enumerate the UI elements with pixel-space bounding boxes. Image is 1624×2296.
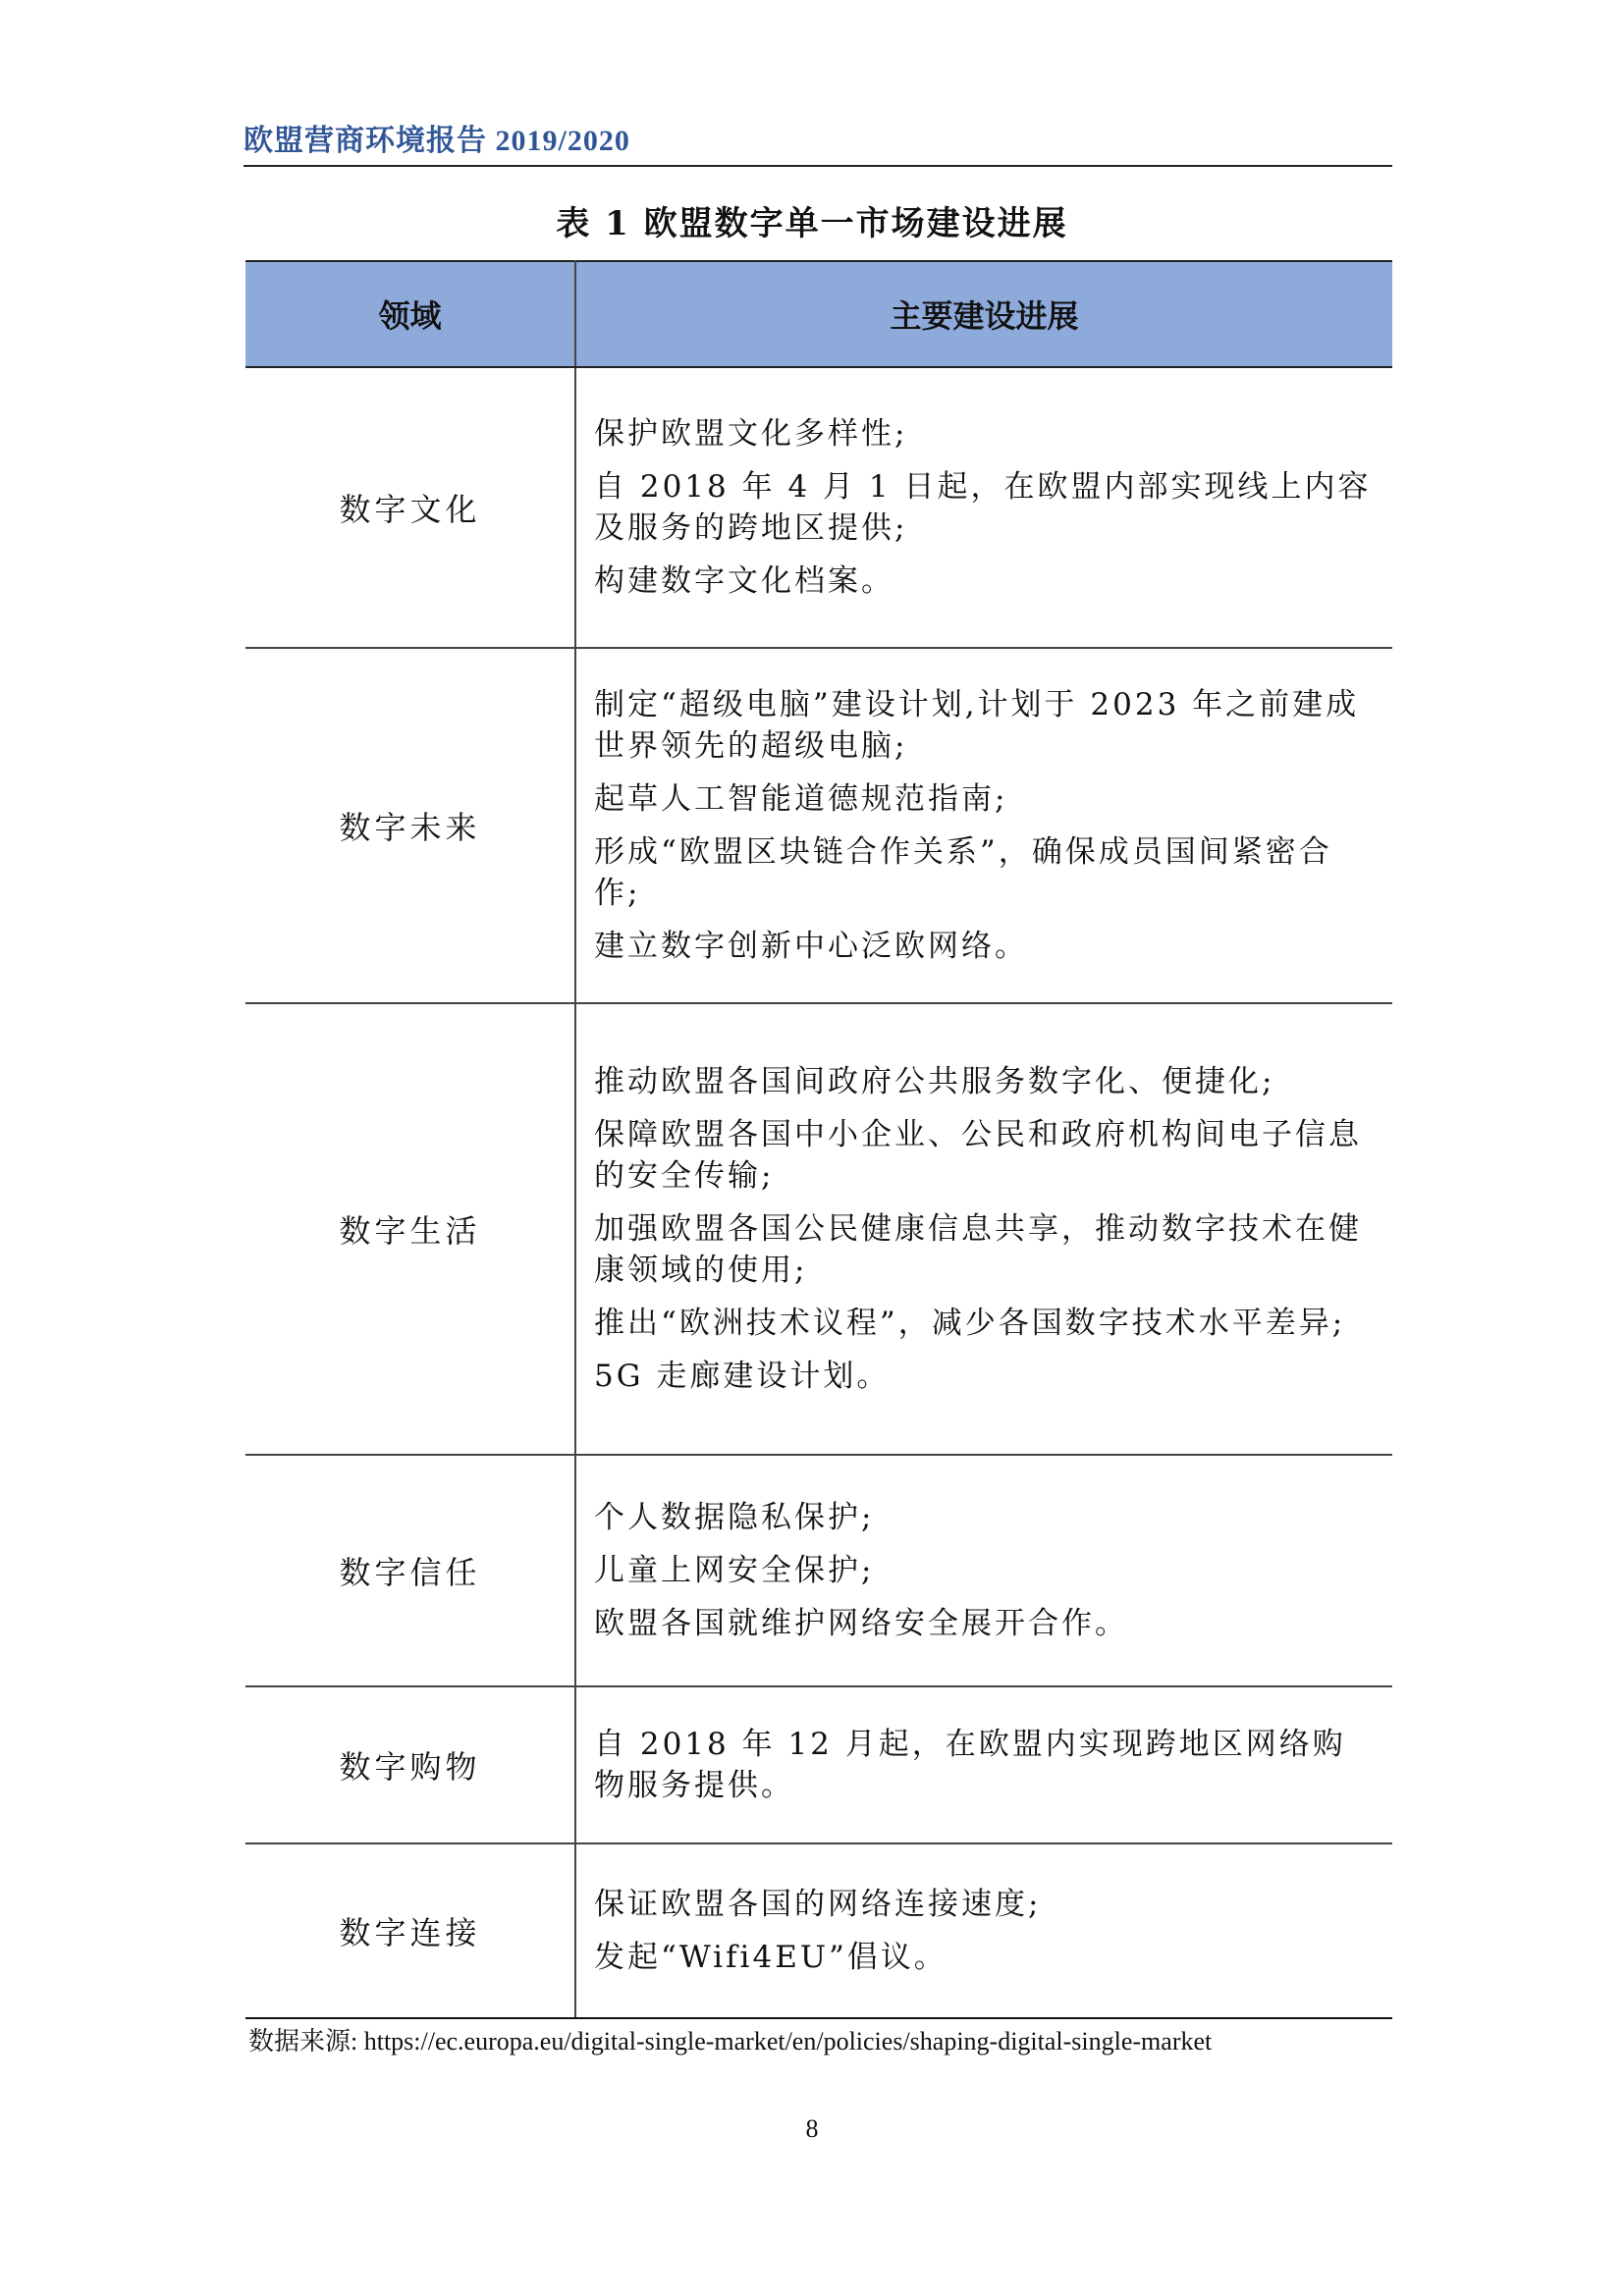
progress-item: 欧盟各国就维护网络安全展开合作。	[594, 1606, 1128, 1641]
progress-item: 形成“欧盟区块链合作关系”，确保成员国间紧密合作;	[594, 834, 1332, 911]
column-header-domain: 领域	[245, 261, 575, 367]
progress-item: 加强欧盟各国公民健康信息共享，推动数字技术在健康领域的使用;	[594, 1211, 1362, 1288]
domain-cell: 数字连接	[245, 1843, 575, 2018]
progress-table	[245, 260, 1392, 2019]
header-rule	[244, 165, 1392, 167]
table-header-row	[245, 261, 1392, 367]
column-header-progress: 主要建设进展	[575, 261, 1392, 367]
progress-item: 发起“Wifi4EU”倡议。	[594, 1940, 947, 1975]
progress-cell	[575, 648, 1392, 1003]
table-row	[245, 1686, 1392, 1843]
progress-item: 自 2018 年 4 月 1 日起，在欧盟内部实现线上内容及服务的跨地区提供;	[594, 469, 1372, 546]
progress-item: 保障欧盟各国中小企业、公民和政府机构间电子信息的安全传输;	[594, 1117, 1362, 1194]
source-note: 数据来源: https://ec.europa.eu/digital-single-market/en/policies/shaping-digital-single-market	[248, 2027, 1213, 2056]
table-row	[245, 1843, 1392, 2018]
progress-cell	[575, 1843, 1392, 2018]
progress-item: 儿童上网安全保护;	[594, 1553, 875, 1588]
progress-item: 自 2018 年 12 月起，在欧盟内实现跨地区网络购物服务提供。	[594, 1727, 1346, 1803]
domain-cell: 数字未来	[245, 648, 575, 1003]
progress-item: 保护欧盟文化多样性;	[594, 416, 908, 452]
progress-item: 推出“欧洲技术议程”，减少各国数字技术水平差异;	[594, 1306, 1346, 1341]
progress-item: 起草人工智能道德规范指南;	[594, 781, 1008, 817]
running-header-title: 欧盟营商环境报告 2019/2020	[244, 125, 630, 157]
domain-cell: 数字生活	[245, 1003, 575, 1455]
progress-item: 制定“超级电脑”建设计划,计划于 2023 年之前建成世界领先的超级电脑;	[594, 687, 1360, 764]
table-title: 表 1 欧盟数字单一市场建设进展	[556, 204, 1068, 243]
table-row	[245, 1003, 1392, 1455]
table-row	[245, 1455, 1392, 1686]
progress-item: 推动欧盟各国间政府公共服务数字化、便捷化;	[594, 1064, 1275, 1099]
progress-cell	[575, 367, 1392, 648]
domain-cell: 数字信任	[245, 1455, 575, 1686]
domain-cell: 数字文化	[245, 367, 575, 648]
domain-cell: 数字购物	[245, 1686, 575, 1843]
progress-cell	[575, 1455, 1392, 1686]
table-row	[245, 648, 1392, 1003]
progress-cell	[575, 1003, 1392, 1455]
table-row	[245, 367, 1392, 648]
progress-cell	[575, 1686, 1392, 1843]
progress-item: 构建数字文化档案。	[594, 563, 894, 599]
progress-item: 个人数据隐私保护;	[594, 1500, 875, 1535]
progress-item: 保证欧盟各国的网络连接速度;	[594, 1887, 1042, 1922]
progress-item: 建立数字创新中心泛欧网络。	[594, 929, 1028, 964]
page-number: 8	[805, 2114, 819, 2143]
progress-item: 5G 走廊建设计划。	[594, 1359, 891, 1394]
